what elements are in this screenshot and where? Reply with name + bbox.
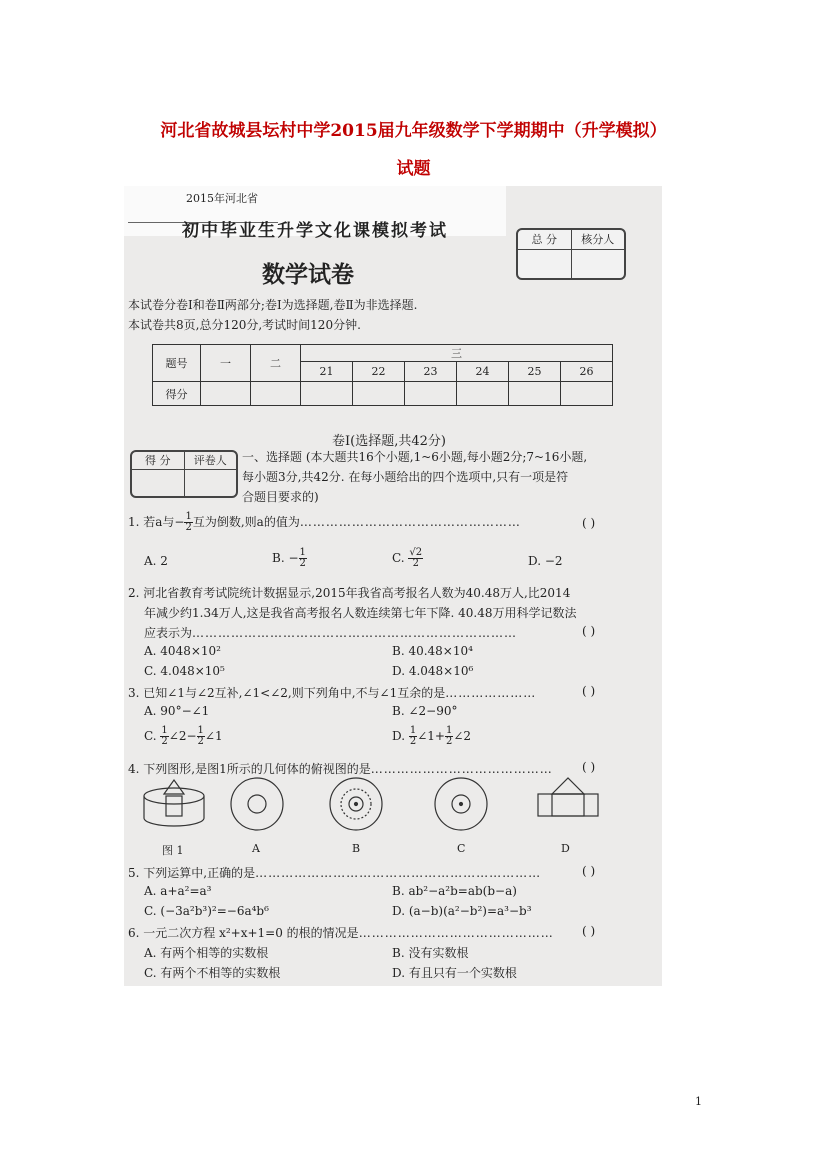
question-3: 3. 已知∠1与∠2互补,∠1<∠2,则下列角中,不与∠1互余的是………………… (128, 686, 537, 700)
option-b: B. 40.48×10⁴ (392, 644, 473, 658)
exam-subject: 数学试卷 (262, 261, 354, 288)
figure-label: B (352, 842, 361, 855)
section-desc-line1: 一、选择题 (本大题共16个小题,1~6小题,每小题2分;7~16小题, (242, 450, 588, 464)
question-2-line1: 2. 河北省教育考试院统计数据显示,2015年我省高考报名人数为40.48万人,比2014 (128, 586, 571, 600)
option-b: B. ab²−a²b=ab(b−a) (392, 884, 517, 898)
option-c: C. (−3a²b³)²=−6a⁴b⁶ (144, 904, 269, 918)
exam-title: 初中毕业生升学文化课模拟考试 (182, 221, 448, 241)
answer-bracket: ( ) (582, 516, 596, 530)
option-a-figure (231, 778, 283, 830)
option-b-figure (330, 778, 382, 830)
option-c-figure (435, 778, 487, 830)
total-score-label: 总 分 (531, 233, 557, 246)
score-row-label: 得分 (153, 382, 201, 406)
option-a: A. 4048×10² (144, 644, 221, 658)
answer-bracket: ( ) (582, 760, 596, 774)
exam-intro-line2: 本试卷共8页,总分120分,考试时间120分钟. (128, 318, 361, 332)
figure-label: D (561, 842, 570, 855)
grader-name-label: 评卷人 (184, 452, 237, 469)
option-b: B. ∠2−90° (392, 704, 458, 718)
exam-region: 2015年河北省 (186, 192, 258, 205)
grader-box (130, 450, 238, 498)
figure-label: A (252, 842, 260, 855)
question-6: 6. 一元二次方程 x²+x+1=0 的根的情况是……………………………………… (128, 926, 554, 940)
answer-bracket: ( ) (582, 924, 596, 938)
answer-bracket: ( ) (582, 684, 596, 698)
score-table: 题号 一 二 三 21 22 23 24 25 26 得分 (152, 344, 613, 406)
section-desc-line2: 每小题3分,共42分. 在每小题给出的四个选项中,只有一项是符 (242, 470, 569, 484)
grader-score-label: 得 分 (145, 454, 171, 467)
section-title: 卷Ⅰ(选择题,共42分) (332, 434, 446, 449)
question-2-line2: 年减少约1.34万人,这是我省高考报名人数连续第七年下降. 40.48万用科学记数法 (144, 606, 577, 620)
option-c: C. $\frac{√2}{2}$ (392, 547, 423, 569)
question-2-line3: 应表示为………………………………………………………………… (144, 626, 518, 640)
option-b: B. − $\frac{1}{2}$ (272, 547, 306, 569)
geometry-figures (124, 774, 662, 834)
option-d: D. $\frac{1}{2}$ ∠1+ $\frac{1}{2}$ ∠2 (392, 725, 472, 747)
document-title-line2: 试题 (396, 159, 431, 179)
question-5: 5. 下列运算中,正确的是………………………………………………………… (128, 866, 542, 880)
figure-label: 图 1 (162, 844, 184, 857)
option-a: A. 2 (144, 554, 168, 568)
option-d: D. 有且只有一个实数根 (392, 966, 517, 980)
fraction: $\frac{1}{2}$ (185, 511, 192, 533)
total-score-box (516, 228, 626, 280)
document-title: 河北省故城县坛村中学2015届九年级数学下学期期中（升学模拟） (160, 121, 667, 141)
option-a: A. a+a²=a³ (144, 884, 212, 898)
score-table-header: 题号 (153, 345, 201, 382)
scanned-exam-image (124, 186, 662, 986)
section-desc-line3: 合题目要求的) (242, 490, 319, 504)
option-a: A. 90°−∠1 (144, 704, 210, 718)
page-number: 1 (695, 1095, 702, 1108)
option-d: D. (a−b)(a²−b²)=a³−b³ (392, 904, 532, 918)
answer-bracket: ( ) (582, 864, 596, 878)
option-c: C. 4.048×10⁵ (144, 664, 225, 678)
option-d: D. −2 (528, 554, 563, 568)
option-c: C. 有两个不相等的实数根 (144, 966, 281, 980)
option-d-figure (538, 778, 598, 816)
option-a: A. 有两个相等的实数根 (144, 946, 269, 960)
answer-bracket: ( ) (582, 624, 596, 638)
option-d: D. 4.048×10⁶ (392, 664, 474, 678)
exam-intro-line1: 本试卷分卷Ⅰ和卷Ⅱ两部分;卷Ⅰ为选择题,卷Ⅱ为非选择题. (128, 298, 418, 312)
option-c: C. $\frac{1}{2}$ ∠2− $\frac{1}{2}$ ∠1 (144, 725, 223, 747)
option-b: B. 没有实数根 (392, 946, 469, 960)
figure-label: C (457, 842, 466, 855)
figure-1-solid (144, 780, 204, 826)
checker-label: 核分人 (571, 230, 625, 249)
question-4: 4. 下列图形,是图1所示的几何体的俯视图的是…………………………………… (128, 762, 553, 776)
question-1: 1. 若a与− $\frac{1}{2}$ 互为倒数,则a的值为…………………………………………… (128, 511, 521, 533)
